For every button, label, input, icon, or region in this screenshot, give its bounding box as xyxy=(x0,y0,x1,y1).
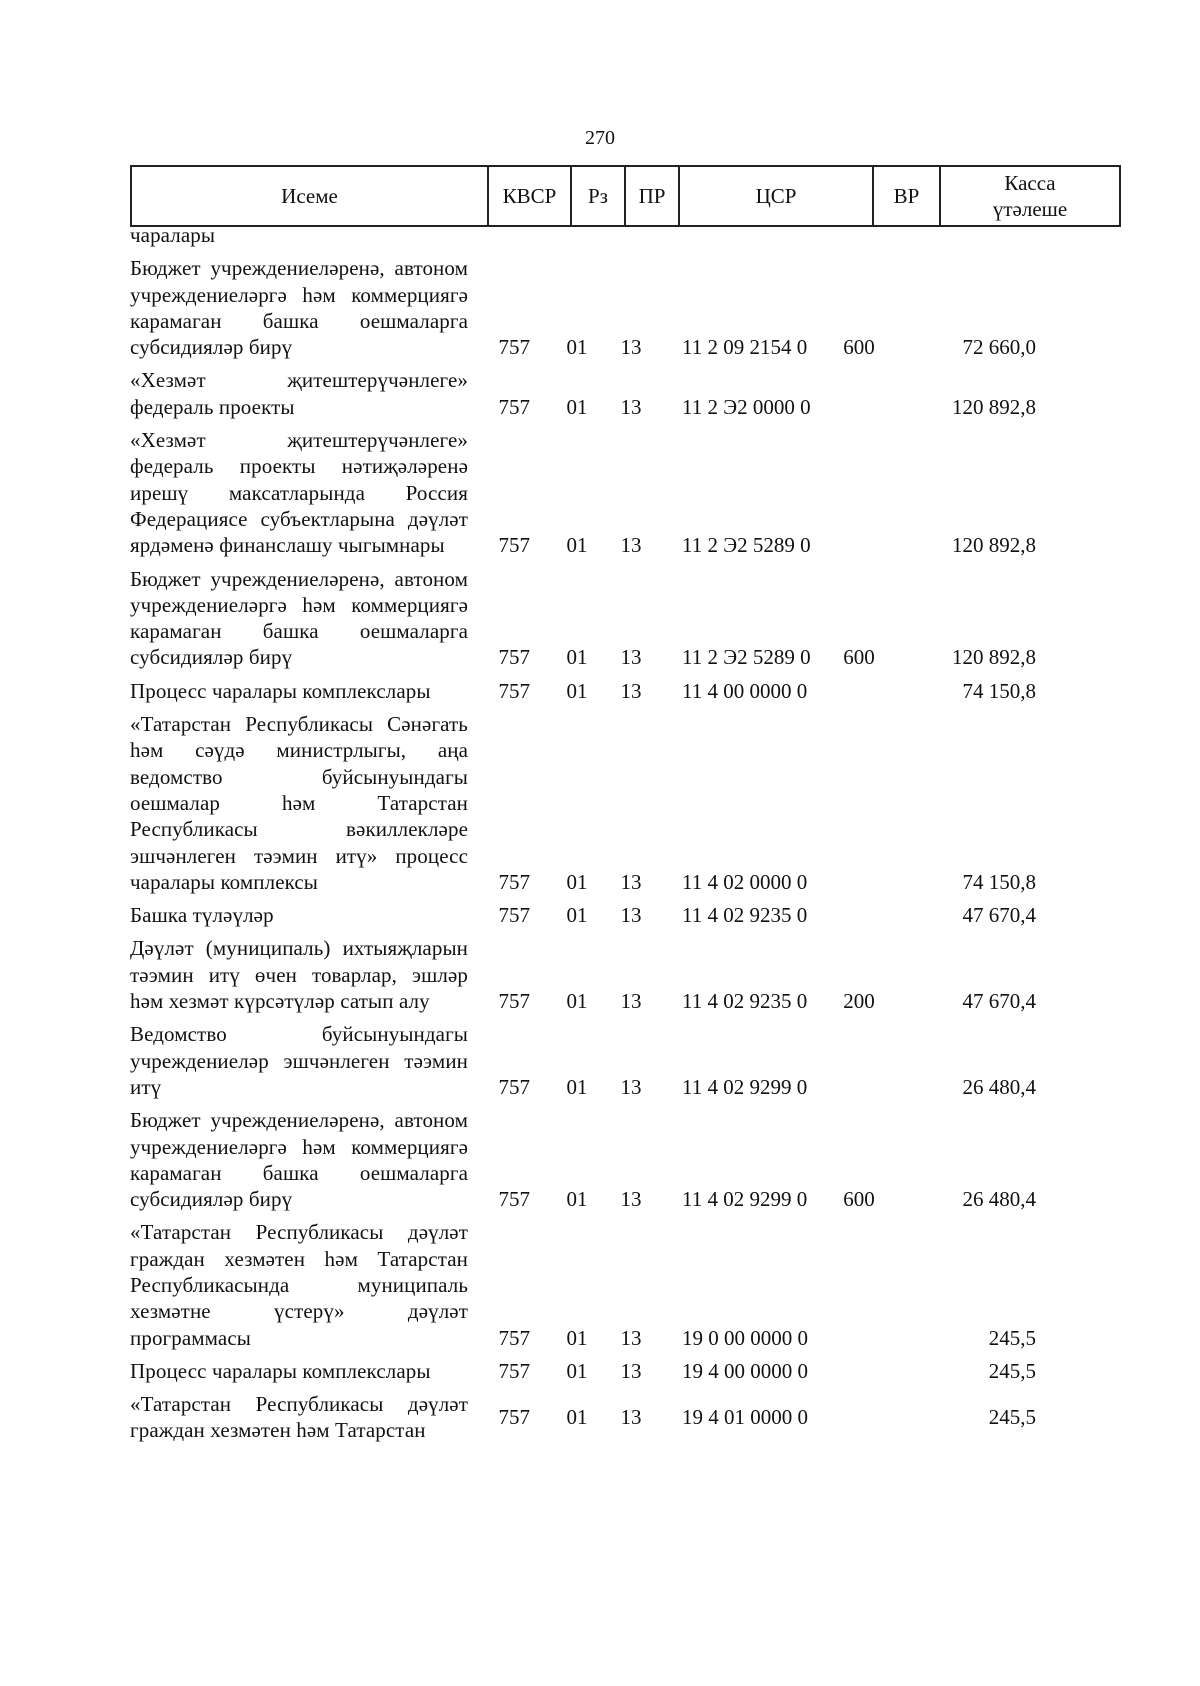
column-header-vr: ВР xyxy=(873,166,940,226)
row-name-cell: Дәүләт (муниципаль) ихтыяҗларын тәэмин итү өчен товарлар, эшләр һәм хезмәт күрсәтүләр сатып алу xyxy=(130,936,468,1014)
row-csr-cell: 11 2 Э2 0000 0 xyxy=(682,394,811,419)
row-name-cell: Бюджет учреждениеләренә, автоном учреждениеләргә һәм коммерциягә карамаган башка оешмаларга субсидияләр бирү xyxy=(130,1108,468,1212)
row-sum-cell: 74 150,8 xyxy=(962,678,1036,703)
row-name-cell: «Хезмәт җитештерүчәнлеге» федераль проекты xyxy=(130,368,468,419)
row-sum-cell: 26 480,4 xyxy=(962,1074,1036,1099)
table-row xyxy=(130,367,1110,420)
row-csr-cell: 19 4 01 0000 0 xyxy=(682,1405,808,1430)
row-kvsr-cell: 757 xyxy=(498,1074,530,1099)
row-sum-cell: 120 892,8 xyxy=(952,394,1036,419)
table-header xyxy=(130,165,1121,227)
row-pr-cell: 13 xyxy=(620,335,642,360)
row-name-cell: Бюджет учреждениеләренә, автоном учреждениеләргә һәм коммерциягә карамаган башка оешмаларга субсидияләр бирү xyxy=(130,256,468,360)
row-pr-cell: 13 xyxy=(620,869,642,894)
column-header-rz: Рз xyxy=(571,166,625,226)
row-pr-cell: 13 xyxy=(620,1405,642,1430)
row-kvsr-cell: 757 xyxy=(498,989,530,1014)
row-kvsr-cell: 757 xyxy=(498,869,530,894)
row-pr-cell: 13 xyxy=(620,903,642,928)
column-header-name: Исеме xyxy=(131,166,488,226)
row-name-cell: Бюджет учреждениеләренә, автоном учреждениеләргә һәм коммерциягә карамаган башка оешмаларга субсидияләр бирү xyxy=(130,566,468,670)
row-csr-cell: 11 2 Э2 5289 0 xyxy=(682,533,811,558)
row-sum-cell: 120 892,8 xyxy=(952,645,1036,670)
row-sum-cell: 47 670,4 xyxy=(962,903,1036,928)
table-row xyxy=(130,566,1110,671)
row-kvsr-cell: 757 xyxy=(498,645,530,670)
row-vr-cell: 600 xyxy=(843,1187,875,1212)
row-rz-cell: 01 xyxy=(566,1405,588,1430)
row-sum-cell: 47 670,4 xyxy=(962,989,1036,1014)
row-rz-cell: 01 xyxy=(566,989,588,1014)
row-kvsr-cell: 757 xyxy=(498,678,530,703)
row-sum-cell: 74 150,8 xyxy=(962,869,1036,894)
row-pr-cell: 13 xyxy=(620,1358,642,1383)
cash-header-line-1: Касса xyxy=(1004,171,1056,195)
row-kvsr-cell: 757 xyxy=(498,1358,530,1383)
row-csr-cell: 19 0 00 0000 0 xyxy=(682,1325,808,1350)
table-row xyxy=(130,711,1110,895)
row-kvsr-cell: 757 xyxy=(498,335,530,360)
page-number: 270 xyxy=(585,127,615,149)
row-pr-cell: 13 xyxy=(620,645,642,670)
table-row xyxy=(130,1219,1110,1350)
row-csr-cell: 11 2 09 2154 0 xyxy=(682,335,808,360)
column-header-kvsr: КВСР xyxy=(488,166,571,226)
row-name-cell: «Хезмәт җитештерүчәнлеге» федераль проекты нәтиҗәләренә ирешү максатларында Россия Федерациясе субъектларына дәүләт ярдәменә финанслашу чыгымнары xyxy=(130,428,468,558)
table-row xyxy=(130,222,1110,248)
row-rz-cell: 01 xyxy=(566,903,588,928)
row-kvsr-cell: 757 xyxy=(498,394,530,419)
table-row xyxy=(130,255,1110,360)
row-pr-cell: 13 xyxy=(620,989,642,1014)
row-sum-cell: 120 892,8 xyxy=(952,533,1036,558)
table-row xyxy=(130,427,1110,558)
row-name-cell: Ведомство буйсынуындагы учреждениеләр эшчәнлеген тәэмин итү xyxy=(130,1022,468,1099)
row-csr-cell: 11 2 Э2 5289 0 xyxy=(682,645,811,670)
table-row xyxy=(130,1391,1110,1444)
row-rz-cell: 01 xyxy=(566,1187,588,1212)
column-header-cash-execution xyxy=(940,166,1120,226)
row-pr-cell: 13 xyxy=(620,678,642,703)
row-rz-cell: 01 xyxy=(566,869,588,894)
row-rz-cell: 01 xyxy=(566,1358,588,1383)
table-row xyxy=(130,1021,1110,1100)
row-pr-cell: 13 xyxy=(620,1074,642,1099)
row-name-cell: «Татарстан Республикасы Сәнәгать һәм сәүдә министрлыгы, аңа ведомство буйсынуындагы оешмалар һәм Татарстан Республикасы вәкиллекләре эшчәнлеген тәэмин итү» процесс чаралары комплексы xyxy=(130,712,468,894)
row-csr-cell: 11 4 02 0000 0 xyxy=(682,869,808,894)
row-csr-cell: 11 4 02 9299 0 xyxy=(682,1187,808,1212)
row-sum-cell: 245,5 xyxy=(988,1325,1036,1350)
row-vr-cell: 600 xyxy=(843,645,875,670)
row-pr-cell: 13 xyxy=(620,533,642,558)
row-kvsr-cell: 757 xyxy=(498,533,530,558)
row-rz-cell: 01 xyxy=(566,645,588,670)
row-rz-cell: 01 xyxy=(566,394,588,419)
row-sum-cell: 245,5 xyxy=(988,1358,1036,1383)
table-row xyxy=(130,1358,1110,1384)
row-csr-cell: 11 4 00 0000 0 xyxy=(682,678,808,703)
row-rz-cell: 01 xyxy=(566,335,588,360)
row-rz-cell: 01 xyxy=(566,678,588,703)
table-row xyxy=(130,902,1110,928)
row-csr-cell: 11 4 02 9235 0 xyxy=(682,903,808,928)
row-name-cell: Процесс чаралары комплекслары xyxy=(130,678,431,703)
table-row xyxy=(130,1107,1110,1212)
row-pr-cell: 13 xyxy=(620,394,642,419)
row-rz-cell: 01 xyxy=(566,1074,588,1099)
row-pr-cell: 13 xyxy=(620,1187,642,1212)
row-csr-cell: 11 4 02 9235 0 xyxy=(682,989,808,1014)
row-rz-cell: 01 xyxy=(566,533,588,558)
row-name-cell: чаралары xyxy=(130,223,216,247)
column-header-pr: ПР xyxy=(625,166,679,226)
row-kvsr-cell: 757 xyxy=(498,1187,530,1212)
row-sum-cell: 245,5 xyxy=(988,1405,1036,1430)
row-name-cell: Процесс чаралары комплекслары xyxy=(130,1358,431,1383)
row-vr-cell: 600 xyxy=(843,335,875,360)
row-sum-cell: 72 660,0 xyxy=(962,335,1036,360)
row-pr-cell: 13 xyxy=(620,1325,642,1350)
row-vr-cell: 200 xyxy=(843,989,875,1014)
cash-header-line-2: үтәлеше xyxy=(992,197,1068,221)
row-kvsr-cell: 757 xyxy=(498,903,530,928)
column-header-csr: ЦСР xyxy=(679,166,873,226)
row-name-cell: «Татарстан Республикасы дәүләт граждан хезмәтен һәм Татарстан Республикасында муниципаль хезмәтне үстерү» дәүләт программасы xyxy=(130,1220,468,1350)
row-sum-cell: 26 480,4 xyxy=(962,1187,1036,1212)
table-body xyxy=(130,222,1110,1444)
row-csr-cell: 19 4 00 0000 0 xyxy=(682,1358,808,1383)
row-kvsr-cell: 757 xyxy=(498,1405,530,1430)
table-row xyxy=(130,935,1110,1014)
row-name-cell: Башка түләүләр xyxy=(130,903,274,928)
row-kvsr-cell: 757 xyxy=(498,1325,530,1350)
row-rz-cell: 01 xyxy=(566,1325,588,1350)
table-row xyxy=(130,678,1110,704)
row-csr-cell: 11 4 02 9299 0 xyxy=(682,1074,808,1099)
row-name-cell: «Татарстан Республикасы дәүләт граждан хезмәтен һәм Татарстан xyxy=(130,1392,468,1443)
